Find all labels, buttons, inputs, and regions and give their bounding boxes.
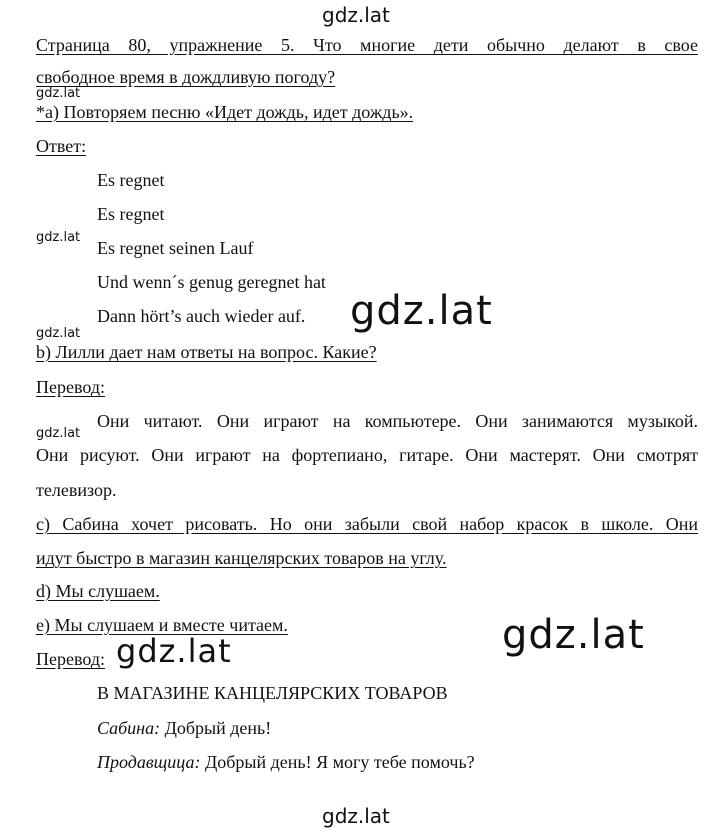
section-d-title: d) Мы слушаем. <box>36 581 160 601</box>
song-line: Es regnet <box>97 204 165 224</box>
translation-label: Перевод: <box>36 377 105 397</box>
watermark-small: gdz.lat <box>36 426 81 441</box>
dialog-speaker: Продавщица: <box>97 752 201 772</box>
song-line: Es regnet <box>97 170 165 190</box>
translation-line: Они рисуют. Они играют на фортепиано, гитаре. Они мастерят. Они смотрят <box>36 445 698 465</box>
section-c-line-2: идут быстро в магазин канцелярских товаров на углу. <box>36 548 447 568</box>
section-a-title: *a) Повторяем песню «Идет дождь, идет дождь». <box>36 102 414 122</box>
dialog-title: В МАГАЗИНЕ КАНЦЕЛЯРСКИХ ТОВАРОВ <box>97 683 448 703</box>
dialog-text: Добрый день! Я могу тебе помочь? <box>200 752 475 772</box>
song-line: Und wenn´s genug geregnet hat <box>97 272 326 292</box>
dialog-line <box>97 717 271 739</box>
translation-label: Перевод: <box>36 649 105 669</box>
song-line: Dann hört’s auch wieder auf. <box>97 306 306 326</box>
answer-label: Ответ: <box>36 136 87 156</box>
section-e-title: e) Мы слушаем и вместе читаем. <box>36 615 288 635</box>
watermark-large: gdz.lat <box>350 288 493 334</box>
watermark-large: gdz.lat <box>116 632 232 670</box>
dialog-line <box>97 751 475 773</box>
watermark-top: gdz.lat <box>322 3 390 27</box>
watermark-large: gdz.lat <box>502 612 645 658</box>
watermark-small: gdz.lat <box>36 86 81 101</box>
section-c-line-1: c) Сабина хочет рисовать. Но они забыли свой набор красок в школе. Они <box>36 514 698 534</box>
dialog-speaker: Сабина: <box>97 718 161 738</box>
translation-line: телевизор. <box>36 480 117 500</box>
song-line: Es regnet seinen Lauf <box>97 238 254 258</box>
watermark-small: gdz.lat <box>36 230 81 245</box>
translation-line: Они читают. Они играют на компьютере. Они занимаются музыкой. <box>97 411 698 431</box>
exercise-heading-line-1: Страница 80, упражнение 5. Что многие дети обычно делают в свое <box>36 35 698 55</box>
section-b-title: b) Лилли дает нам ответы на вопрос. Какие? <box>36 342 377 362</box>
exercise-heading-line-2: свободное время в дождливую погоду? <box>36 67 336 87</box>
watermark-small: gdz.lat <box>36 326 81 341</box>
dialog-text: Добрый день! <box>160 718 272 738</box>
watermark-bottom: gdz.lat <box>322 804 390 828</box>
